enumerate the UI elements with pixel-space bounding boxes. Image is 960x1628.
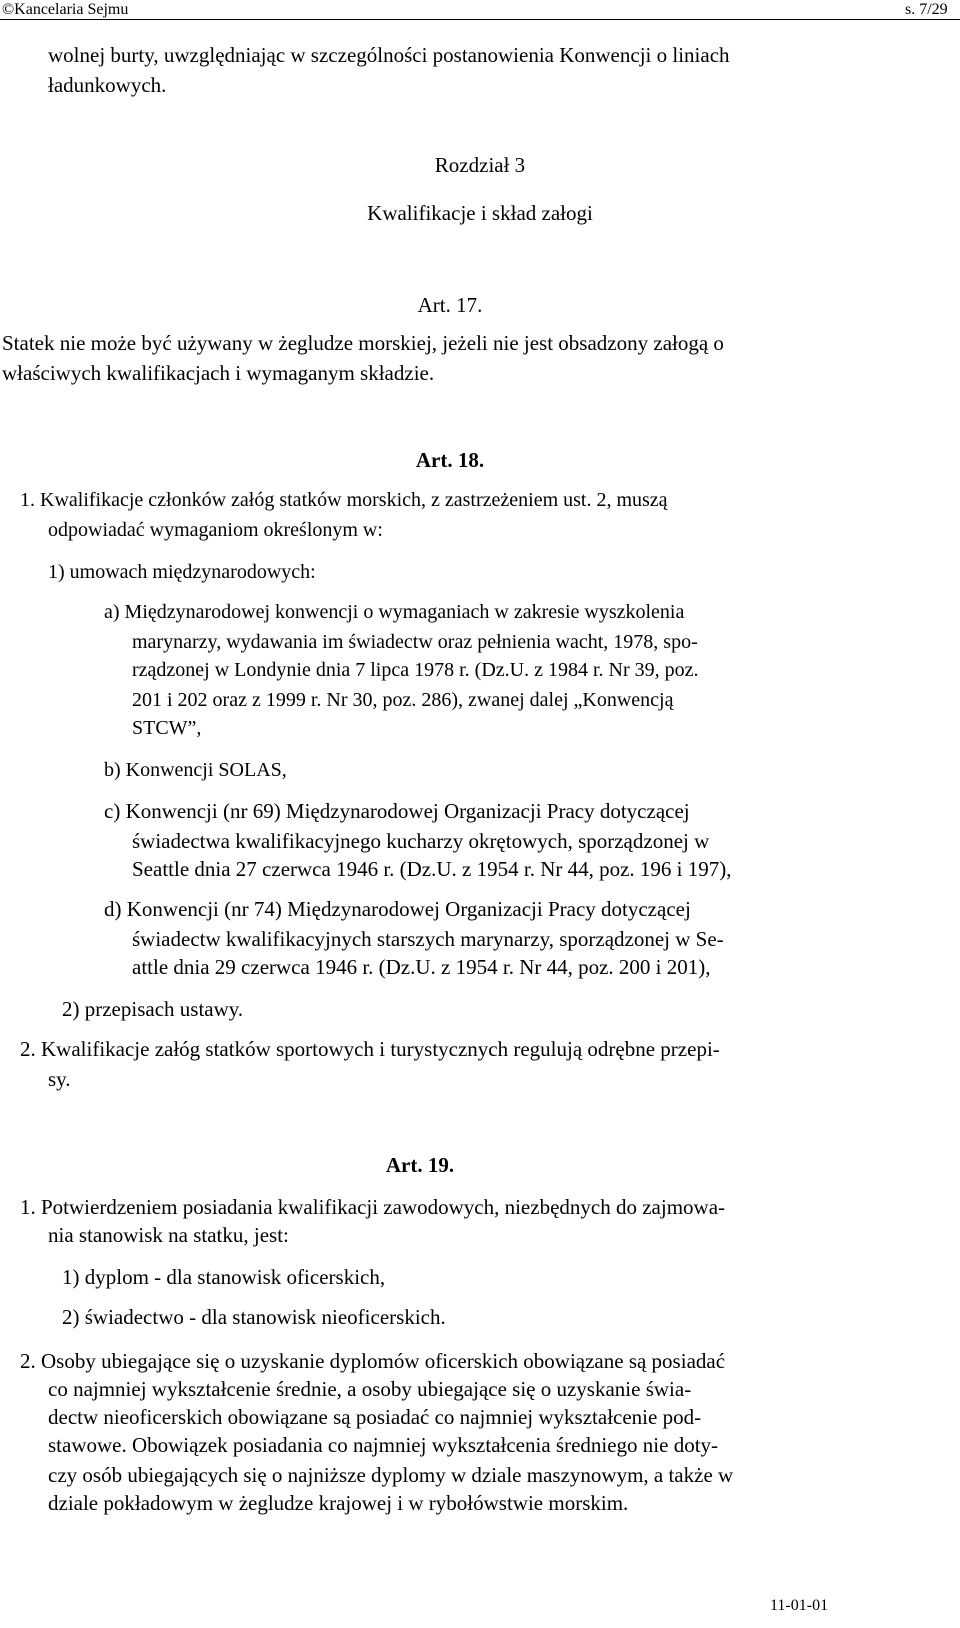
art18-a-line-1: a) Międzynarodowej konwencji o wymaganiach w zakresie wyszkolenia [104, 601, 685, 623]
art19-heading: Art. 19. [385, 1153, 455, 1177]
art17-heading: Art. 17. [417, 293, 483, 317]
art18-heading: Art. 18. [415, 448, 485, 472]
art18-c-line-1: c) Konwencji (nr 69) Międzynarodowej Organizacji Pracy dotyczącej [104, 799, 690, 823]
art18-c-line-3: Seattle dnia 27 czerwca 1946 r. (Dz.U. z 1954 r. Nr 44, poz. 196 i 197), [132, 857, 732, 881]
art18-d-line-2: świadectw kwalifikacyjnych starszych marynarzy, sporządzonej w Se- [132, 927, 724, 951]
art19-p1-line-1: 1. Potwierdzeniem posiadania kwalifikacji zawodowych, niezbędnych do zajmowa- [20, 1195, 726, 1219]
art17-line-1: Statek nie może być używany w żegludze morskiej, jeżeli nie jest obsadzony załogą o [2, 331, 724, 355]
chapter-number: Rozdział 3 [434, 153, 526, 177]
art19-p2-line-2: co najmniej wykształcenie średnie, a osoby ubiegające się o uzyskanie świa- [48, 1377, 692, 1401]
art18-a-line-5: STCW”, [132, 717, 202, 739]
art18-b: b) Konwencji SOLAS, [104, 759, 287, 781]
art18-item-2: 2) przepisach ustawy. [62, 997, 244, 1021]
chapter-title: Kwalifikacje i skład załogi [367, 201, 593, 225]
header-rule [0, 19, 960, 20]
header-page-number: s. 7/29 [905, 1, 948, 18]
page-header [0, 0, 960, 21]
art18-item-1: 1) umowach międzynarodowych: [48, 561, 316, 583]
art19-p2-line-3: dectw nieoficerskich obowiązane są posiadać co najmniej wykształcenie pod- [48, 1405, 702, 1429]
art19-p2-line-5: czy osób ubiegających się o najniższe dyplomy w dziale maszynowym, a także w [48, 1463, 734, 1487]
art17-line-2: właściwych kwalifikacjach i wymaganym składzie. [2, 361, 435, 385]
art19-p2-line-4: stawowe. Obowiązek posiadania co najmniej wykształcenia średniego nie doty- [48, 1433, 719, 1457]
art18-p1-line-1: 1. Kwalifikacje członków załóg statków morskich, z zastrzeżeniem ust. 2, muszą [20, 489, 668, 511]
art18-p2-line-2: sy. [48, 1067, 71, 1091]
art19-p2-line-6: dziale pokładowym w żegludze krajowej i w rybołówstwie morskim. [48, 1491, 629, 1515]
art18-d-line-1: d) Konwencji (nr 74) Międzynarodowej Organizacji Pracy dotyczącej [104, 897, 691, 921]
intro-line-2: ładunkowych. [48, 73, 167, 97]
art18-a-line-4: 201 i 202 oraz z 1999 r. Nr 30, poz. 286), zwanej dalej „Konwencją [132, 689, 674, 711]
art18-d-line-3: attle dnia 29 czerwca 1946 r. (Dz.U. z 1954 r. Nr 44, poz. 200 i 201), [132, 955, 711, 979]
header-publisher: ©Kancelaria Sejmu [2, 1, 129, 18]
art18-c-line-2: świadectwa kwalifikacyjnego kucharzy okrętowych, sporządzonej w [132, 829, 710, 853]
art18-p2-line-1: 2. Kwalifikacje załóg statków sportowych i turystycznych regulują odrębne przepi- [20, 1037, 720, 1061]
art18-p1-line-2: odpowiadać wymaganiom określonym w: [48, 519, 383, 541]
art19-p1-line-2: nia stanowisk na statku, jest: [48, 1223, 289, 1247]
page-footer-code: 11-01-01 [770, 1597, 829, 1614]
art19-item-1: 1) dyplom - dla stanowisk oficerskich, [62, 1265, 386, 1289]
art19-p2-line-1: 2. Osoby ubiegające się o uzyskanie dyplomów oficerskich obowiązane są posiadać [20, 1349, 726, 1373]
art18-a-line-2: marynarzy, wydawania im świadectw oraz pełnienia wacht, 1978, spo- [132, 631, 698, 653]
art19-item-2: 2) świadectwo - dla stanowisk nieoficerskich. [62, 1305, 446, 1329]
intro-line-1: wolnej burty, uwzględniając w szczególności postanowienia Konwencji o liniach [48, 43, 730, 67]
art18-a-line-3: rządzonej w Londynie dnia 7 lipca 1978 r. (Dz.U. z 1984 r. Nr 39, poz. [132, 659, 699, 681]
